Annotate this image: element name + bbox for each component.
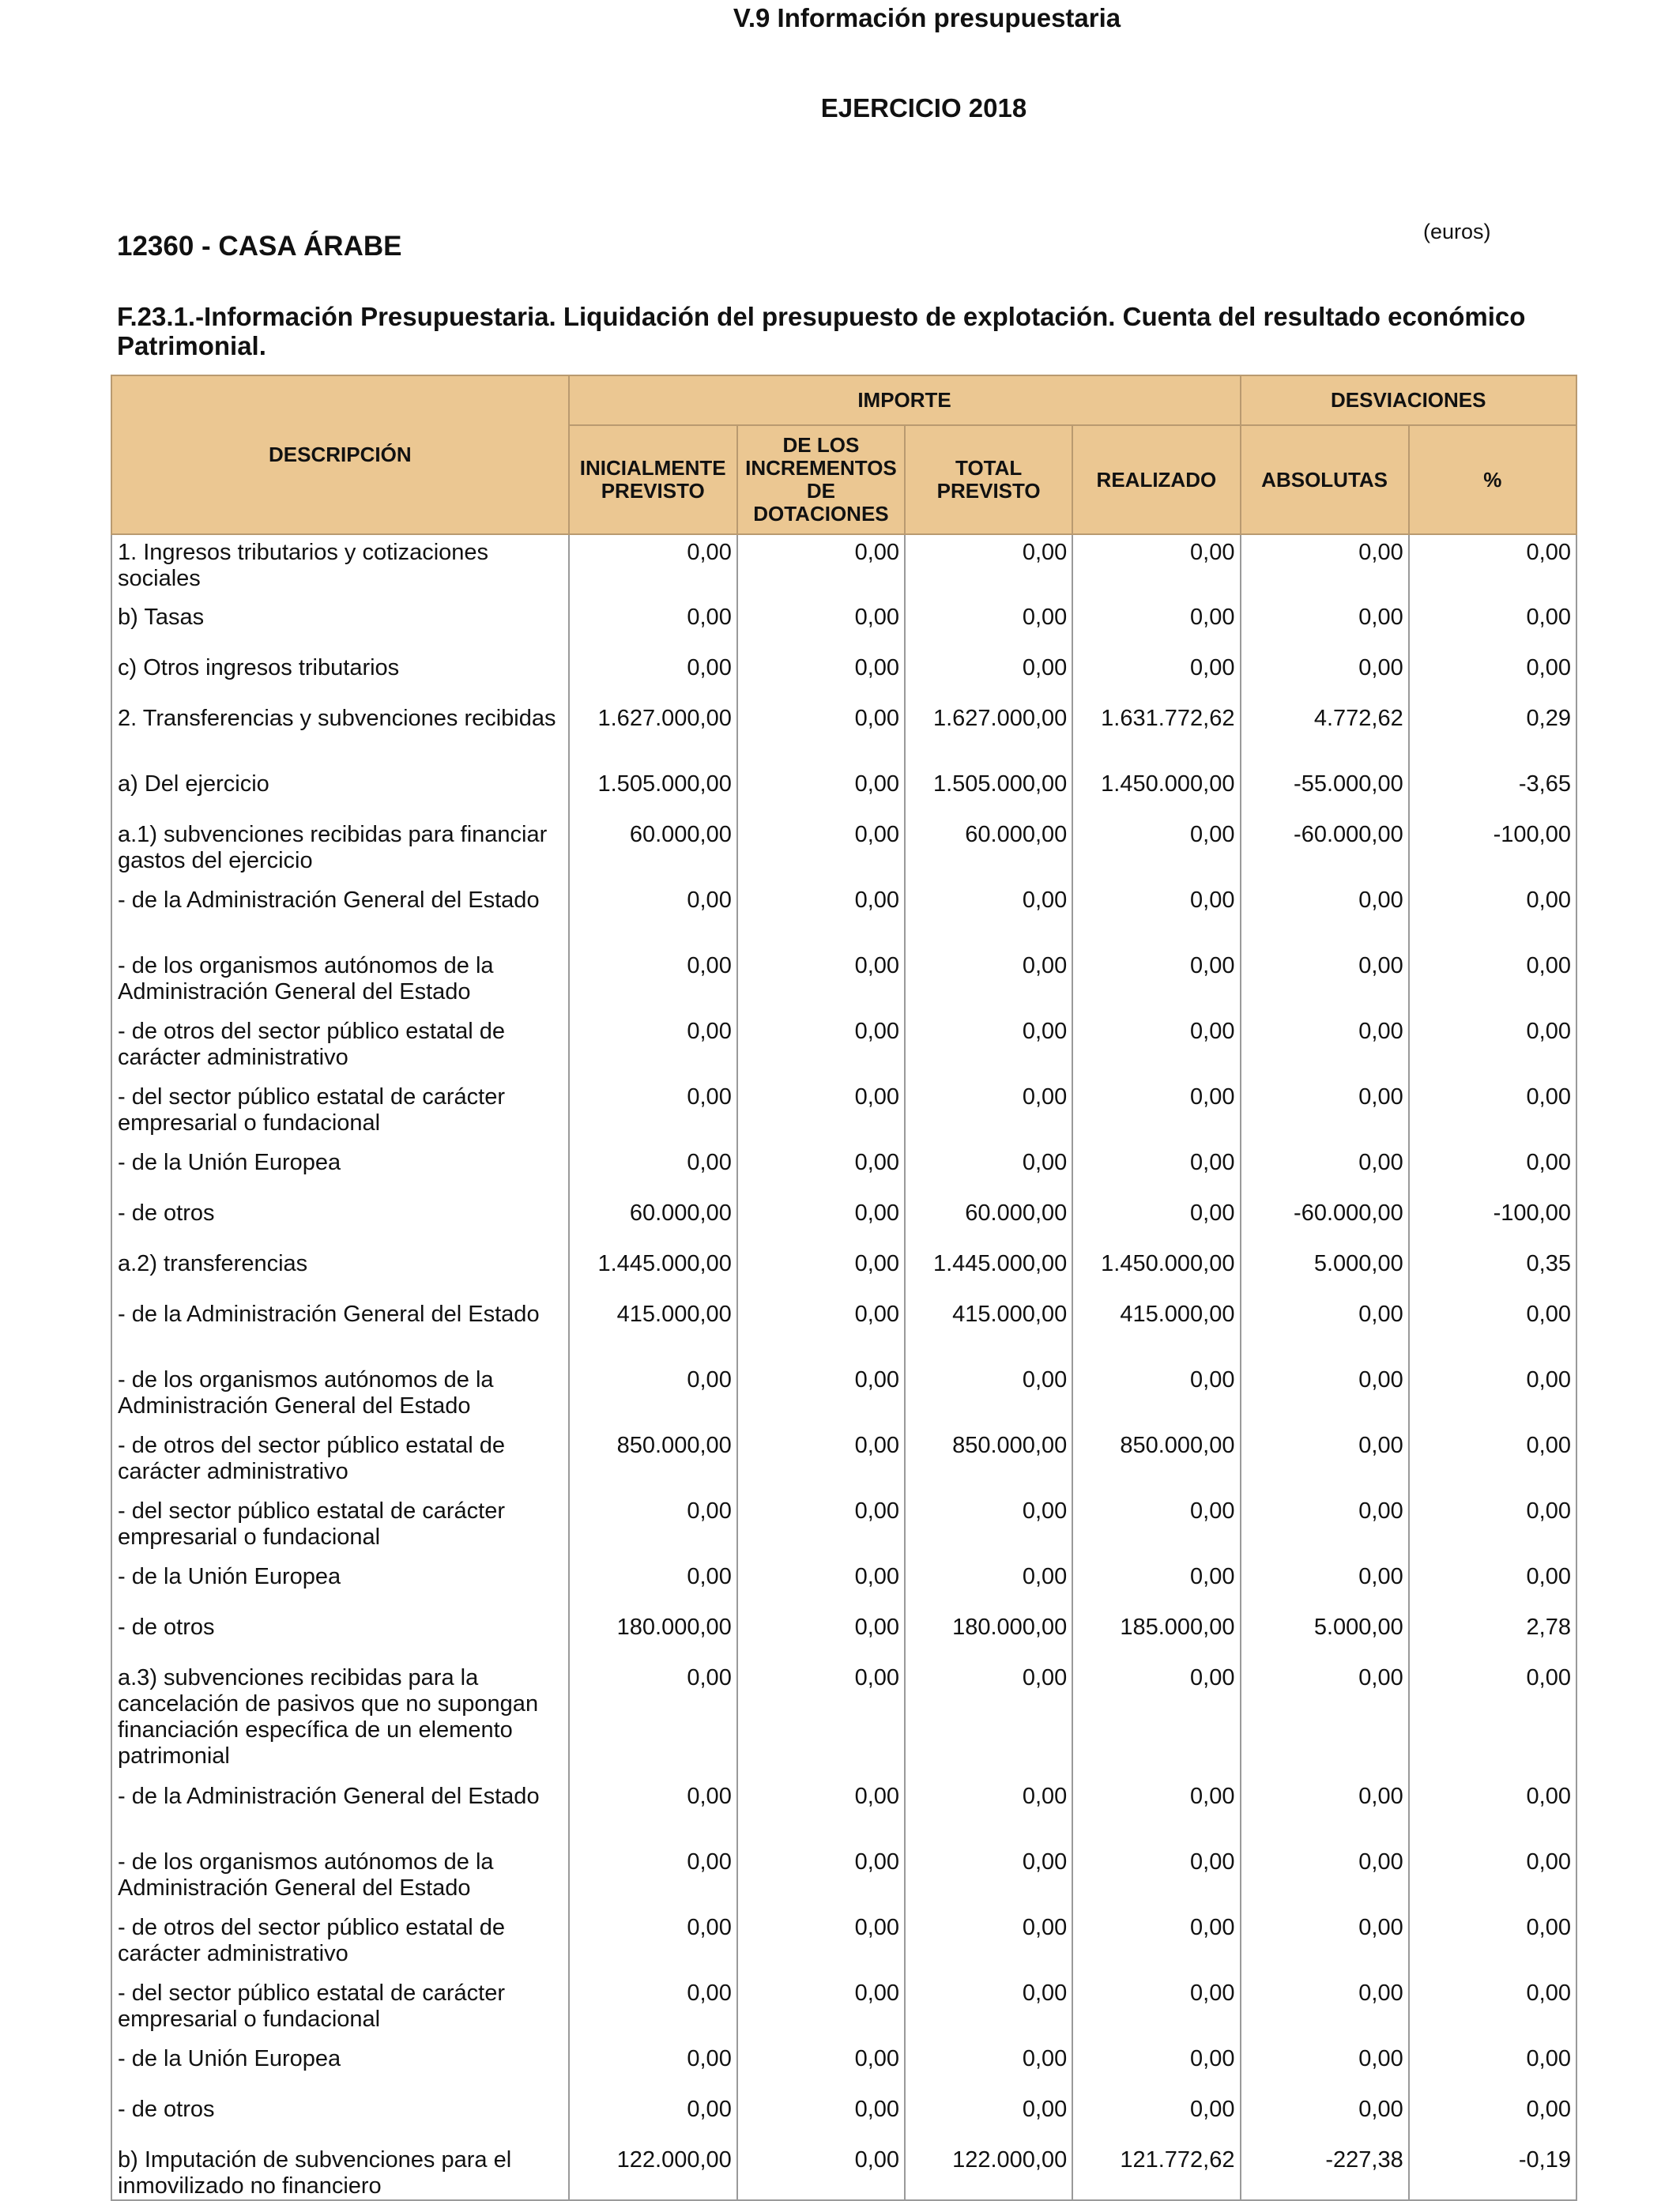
cell-realizado: 185.000,00	[1072, 1610, 1240, 1660]
cell-incrementos-dotaciones: 0,00	[737, 1559, 905, 1610]
cell-desviacion-percent: 0,00	[1409, 883, 1576, 948]
cell-total-previsto: 0,00	[905, 1494, 1072, 1559]
cell-inicialmente-previsto: 0,00	[569, 600, 737, 650]
units-label: (euros)	[1423, 220, 1491, 243]
cell-realizado: 0,00	[1072, 1362, 1240, 1428]
cell-desviacion-percent: 0,00	[1409, 1845, 1576, 1910]
cell-inicialmente-previsto: 0,00	[569, 1910, 737, 1976]
cell-realizado: 0,00	[1072, 1976, 1240, 2041]
cell-incrementos-dotaciones: 0,00	[737, 1779, 905, 1845]
table-row	[111, 948, 1576, 1014]
header-descripcion: DESCRIPCIÓN	[111, 375, 569, 534]
header-realizado: REALIZADO	[1072, 425, 1240, 534]
table-row	[111, 1145, 1576, 1196]
cell-total-previsto: 850.000,00	[905, 1428, 1072, 1494]
cell-total-previsto: 0,00	[905, 1014, 1072, 1080]
cell-total-previsto: 0,00	[905, 1145, 1072, 1196]
cell-total-previsto: 0,00	[905, 1845, 1072, 1910]
table-row	[111, 767, 1576, 817]
row-description: - de otros del sector público estatal de carácter administrativo	[111, 1014, 569, 1080]
cell-incrementos-dotaciones: 0,00	[737, 1362, 905, 1428]
cell-desviacion-absoluta: 0,00	[1241, 1660, 1409, 1779]
cell-incrementos-dotaciones: 0,00	[737, 817, 905, 883]
cell-total-previsto: 60.000,00	[905, 817, 1072, 883]
cell-total-previsto: 0,00	[905, 650, 1072, 701]
header-total-previsto: TOTAL PREVISTO	[905, 425, 1072, 534]
row-description: 2. Transferencias y subvenciones recibidas	[111, 701, 569, 767]
cell-inicialmente-previsto: 850.000,00	[569, 1428, 737, 1494]
cell-desviacion-absoluta: 4.772,62	[1241, 701, 1409, 767]
cell-realizado: 121.772,62	[1072, 2143, 1240, 2200]
cell-desviacion-percent: 0,00	[1409, 1910, 1576, 1976]
cell-desviacion-percent: 2,78	[1409, 1610, 1576, 1660]
cell-inicialmente-previsto: 0,00	[569, 2041, 737, 2092]
row-description: - de la Administración General del Estado	[111, 883, 569, 948]
row-description: - de la Unión Europea	[111, 1145, 569, 1196]
cell-realizado: 850.000,00	[1072, 1428, 1240, 1494]
row-description: - de otros	[111, 1196, 569, 1246]
cell-desviacion-percent: 0,35	[1409, 1246, 1576, 1297]
table-row	[111, 1660, 1576, 1779]
header-incrementos-dotaciones: DE LOS INCREMENTOS DE DOTACIONES	[737, 425, 905, 534]
table-row	[111, 1779, 1576, 1845]
cell-inicialmente-previsto: 0,00	[569, 1845, 737, 1910]
cell-total-previsto: 0,00	[905, 883, 1072, 948]
cell-inicialmente-previsto: 1.627.000,00	[569, 701, 737, 767]
cell-realizado: 0,00	[1072, 1080, 1240, 1145]
cell-incrementos-dotaciones: 0,00	[737, 1845, 905, 1910]
cell-incrementos-dotaciones: 0,00	[737, 701, 905, 767]
table-row	[111, 600, 1576, 650]
cell-inicialmente-previsto: 0,00	[569, 2092, 737, 2143]
table-row	[111, 1246, 1576, 1297]
cell-desviacion-absoluta: 0,00	[1241, 1014, 1409, 1080]
table-row	[111, 1845, 1576, 1910]
header-group-desviaciones: DESVIACIONES	[1241, 375, 1577, 425]
cell-desviacion-percent: 0,00	[1409, 1976, 1576, 2041]
cell-desviacion-percent: 0,00	[1409, 1145, 1576, 1196]
cell-realizado: 0,00	[1072, 948, 1240, 1014]
cell-incrementos-dotaciones: 0,00	[737, 600, 905, 650]
cell-desviacion-absoluta: 0,00	[1241, 1845, 1409, 1910]
cell-inicialmente-previsto: 60.000,00	[569, 817, 737, 883]
report-title: F.23.1.-Información Presupuestaria. Liquidación del presupuesto de explotación. Cuenta del resultado económico Patrimonial.	[117, 302, 1526, 360]
cell-realizado: 0,00	[1072, 1559, 1240, 1610]
cell-desviacion-percent: -0,19	[1409, 2143, 1576, 2200]
cell-incrementos-dotaciones: 0,00	[737, 2041, 905, 2092]
cell-desviacion-absoluta: -60.000,00	[1241, 817, 1409, 883]
cell-total-previsto: 0,00	[905, 948, 1072, 1014]
row-description: a.2) transferencias	[111, 1246, 569, 1297]
table-row	[111, 534, 1576, 600]
cell-desviacion-absoluta: -55.000,00	[1241, 767, 1409, 817]
cell-incrementos-dotaciones: 0,00	[737, 2143, 905, 2200]
cell-incrementos-dotaciones: 0,00	[737, 1145, 905, 1196]
cell-inicialmente-previsto: 0,00	[569, 1362, 737, 1428]
row-description: - de la Unión Europea	[111, 2041, 569, 2092]
cell-desviacion-absoluta: -227,38	[1241, 2143, 1409, 2200]
table-row	[111, 1494, 1576, 1559]
cell-desviacion-absoluta: 0,00	[1241, 1428, 1409, 1494]
cell-desviacion-absoluta: 0,00	[1241, 1145, 1409, 1196]
cell-inicialmente-previsto: 0,00	[569, 1080, 737, 1145]
cell-desviacion-absoluta: 0,00	[1241, 948, 1409, 1014]
row-description: - del sector público estatal de carácter empresarial o fundacional	[111, 1976, 569, 2041]
header-group-importe: IMPORTE	[569, 375, 1241, 425]
cell-incrementos-dotaciones: 0,00	[737, 650, 905, 701]
cell-total-previsto: 1.505.000,00	[905, 767, 1072, 817]
cell-desviacion-absoluta: 0,00	[1241, 1297, 1409, 1362]
row-description: a.3) subvenciones recibidas para la cancelación de pasivos que no supongan financiación específica de un elemento patrimonial	[111, 1660, 569, 1779]
cell-total-previsto: 122.000,00	[905, 2143, 1072, 2200]
cell-inicialmente-previsto: 0,00	[569, 650, 737, 701]
section-title: V.9 Información presupuestaria	[733, 3, 1121, 32]
cell-inicialmente-previsto: 180.000,00	[569, 1610, 737, 1660]
cell-total-previsto: 0,00	[905, 600, 1072, 650]
cell-total-previsto: 0,00	[905, 1910, 1072, 1976]
cell-desviacion-percent: 0,00	[1409, 1779, 1576, 1845]
cell-desviacion-percent: -3,65	[1409, 767, 1576, 817]
cell-desviacion-percent: -100,00	[1409, 1196, 1576, 1246]
table-row	[111, 817, 1576, 883]
cell-total-previsto: 1.627.000,00	[905, 701, 1072, 767]
cell-inicialmente-previsto: 415.000,00	[569, 1297, 737, 1362]
table-row	[111, 650, 1576, 701]
cell-desviacion-percent: 0,00	[1409, 1559, 1576, 1610]
cell-total-previsto: 0,00	[905, 1660, 1072, 1779]
cell-inicialmente-previsto: 1.505.000,00	[569, 767, 737, 817]
cell-desviacion-absoluta: 0,00	[1241, 1559, 1409, 1610]
row-description: a.1) subvenciones recibidas para financiar gastos del ejercicio	[111, 817, 569, 883]
cell-desviacion-percent: -100,00	[1409, 817, 1576, 883]
cell-incrementos-dotaciones: 0,00	[737, 883, 905, 948]
cell-realizado: 0,00	[1072, 883, 1240, 948]
cell-desviacion-percent: 0,00	[1409, 2041, 1576, 2092]
table-row	[111, 2143, 1576, 2200]
row-description: c) Otros ingresos tributarios	[111, 650, 569, 701]
cell-inicialmente-previsto: 0,00	[569, 1014, 737, 1080]
cell-realizado: 0,00	[1072, 1145, 1240, 1196]
header-absolutas: ABSOLUTAS	[1241, 425, 1409, 534]
cell-total-previsto: 0,00	[905, 2092, 1072, 2143]
cell-inicialmente-previsto: 0,00	[569, 1779, 737, 1845]
cell-desviacion-absoluta: 0,00	[1241, 600, 1409, 650]
cell-realizado: 0,00	[1072, 1014, 1240, 1080]
cell-incrementos-dotaciones: 0,00	[737, 1297, 905, 1362]
cell-incrementos-dotaciones: 0,00	[737, 1910, 905, 1976]
table-row	[111, 1610, 1576, 1660]
cell-incrementos-dotaciones: 0,00	[737, 767, 905, 817]
table-row	[111, 1014, 1576, 1080]
budget-table	[111, 375, 1577, 2201]
row-description: a) Del ejercicio	[111, 767, 569, 817]
cell-realizado: 0,00	[1072, 534, 1240, 600]
cell-realizado: 0,00	[1072, 600, 1240, 650]
row-description: - de otros	[111, 2092, 569, 2143]
table-row	[111, 2092, 1576, 2143]
table-row	[111, 2041, 1576, 2092]
table-row	[111, 883, 1576, 948]
cell-incrementos-dotaciones: 0,00	[737, 1246, 905, 1297]
table-row	[111, 1080, 1576, 1145]
cell-incrementos-dotaciones: 0,00	[737, 948, 905, 1014]
cell-incrementos-dotaciones: 0,00	[737, 1610, 905, 1660]
cell-realizado: 1.450.000,00	[1072, 767, 1240, 817]
row-description: - de los organismos autónomos de la Administración General del Estado	[111, 1845, 569, 1910]
cell-inicialmente-previsto: 0,00	[569, 1145, 737, 1196]
table-row	[111, 1428, 1576, 1494]
cell-incrementos-dotaciones: 0,00	[737, 1428, 905, 1494]
cell-incrementos-dotaciones: 0,00	[737, 1014, 905, 1080]
cell-incrementos-dotaciones: 0,00	[737, 1080, 905, 1145]
table-row	[111, 701, 1576, 767]
cell-incrementos-dotaciones: 0,00	[737, 534, 905, 600]
cell-realizado: 0,00	[1072, 1196, 1240, 1246]
cell-incrementos-dotaciones: 0,00	[737, 1660, 905, 1779]
row-description: - de otros del sector público estatal de carácter administrativo	[111, 1910, 569, 1976]
cell-desviacion-absoluta: 0,00	[1241, 1494, 1409, 1559]
cell-total-previsto: 0,00	[905, 1976, 1072, 2041]
cell-desviacion-percent: 0,00	[1409, 1362, 1576, 1428]
cell-desviacion-absoluta: 0,00	[1241, 650, 1409, 701]
cell-desviacion-percent: 0,00	[1409, 650, 1576, 701]
cell-realizado: 415.000,00	[1072, 1297, 1240, 1362]
cell-realizado: 0,00	[1072, 1494, 1240, 1559]
cell-desviacion-absoluta: 0,00	[1241, 883, 1409, 948]
cell-desviacion-percent: 0,00	[1409, 1660, 1576, 1779]
row-description: b) Imputación de subvenciones para el inmovilizado no financiero	[111, 2143, 569, 2200]
cell-desviacion-absoluta: 5.000,00	[1241, 1610, 1409, 1660]
cell-total-previsto: 415.000,00	[905, 1297, 1072, 1362]
table-row	[111, 1976, 1576, 2041]
cell-incrementos-dotaciones: 0,00	[737, 1196, 905, 1246]
cell-inicialmente-previsto: 0,00	[569, 1559, 737, 1610]
table-row	[111, 1196, 1576, 1246]
cell-desviacion-percent: 0,00	[1409, 1080, 1576, 1145]
header-percent: %	[1409, 425, 1576, 534]
cell-realizado: 1.631.772,62	[1072, 701, 1240, 767]
table-row	[111, 1297, 1576, 1362]
cell-total-previsto: 0,00	[905, 1362, 1072, 1428]
cell-desviacion-percent: 0,00	[1409, 1014, 1576, 1080]
table-row	[111, 1362, 1576, 1428]
row-description: 1. Ingresos tributarios y cotizaciones sociales	[111, 534, 569, 600]
row-description: - de la Administración General del Estado	[111, 1779, 569, 1845]
cell-realizado: 1.450.000,00	[1072, 1246, 1240, 1297]
cell-desviacion-absoluta: 0,00	[1241, 2092, 1409, 2143]
cell-desviacion-percent: 0,00	[1409, 600, 1576, 650]
cell-desviacion-absoluta: -60.000,00	[1241, 1196, 1409, 1246]
cell-desviacion-absoluta: 0,00	[1241, 2041, 1409, 2092]
cell-inicialmente-previsto: 0,00	[569, 534, 737, 600]
table-row	[111, 1910, 1576, 1976]
entity-name: 12360 - CASA ÁRABE	[117, 231, 402, 262]
cell-inicialmente-previsto: 0,00	[569, 1494, 737, 1559]
cell-total-previsto: 0,00	[905, 1779, 1072, 1845]
cell-desviacion-absoluta: 0,00	[1241, 1362, 1409, 1428]
cell-inicialmente-previsto: 0,00	[569, 948, 737, 1014]
cell-desviacion-percent: 0,29	[1409, 701, 1576, 767]
cell-desviacion-absoluta: 0,00	[1241, 534, 1409, 600]
cell-total-previsto: 1.445.000,00	[905, 1246, 1072, 1297]
cell-desviacion-percent: 0,00	[1409, 948, 1576, 1014]
cell-total-previsto: 0,00	[905, 534, 1072, 600]
cell-inicialmente-previsto: 0,00	[569, 1976, 737, 2041]
cell-desviacion-absoluta: 0,00	[1241, 1080, 1409, 1145]
cell-desviacion-percent: 0,00	[1409, 1297, 1576, 1362]
cell-total-previsto: 60.000,00	[905, 1196, 1072, 1246]
cell-total-previsto: 0,00	[905, 1080, 1072, 1145]
table-row	[111, 1559, 1576, 1610]
cell-inicialmente-previsto: 122.000,00	[569, 2143, 737, 2200]
cell-incrementos-dotaciones: 0,00	[737, 2092, 905, 2143]
cell-inicialmente-previsto: 0,00	[569, 1660, 737, 1779]
row-description: - de la Unión Europea	[111, 1559, 569, 1610]
cell-desviacion-percent: 0,00	[1409, 1494, 1576, 1559]
cell-realizado: 0,00	[1072, 1910, 1240, 1976]
fiscal-year-title: EJERCICIO 2018	[820, 93, 1027, 122]
row-description: - del sector público estatal de carácter empresarial o fundacional	[111, 1080, 569, 1145]
header-inicialmente-previsto: INICIALMENTE PREVISTO	[569, 425, 737, 534]
cell-incrementos-dotaciones: 0,00	[737, 1976, 905, 2041]
cell-realizado: 0,00	[1072, 1660, 1240, 1779]
cell-desviacion-absoluta: 5.000,00	[1241, 1246, 1409, 1297]
row-description: - de los organismos autónomos de la Administración General del Estado	[111, 948, 569, 1014]
row-description: - de otros	[111, 1610, 569, 1660]
cell-inicialmente-previsto: 1.445.000,00	[569, 1246, 737, 1297]
row-description: - de la Administración General del Estado	[111, 1297, 569, 1362]
cell-realizado: 0,00	[1072, 1845, 1240, 1910]
row-description: - de los organismos autónomos de la Administración General del Estado	[111, 1362, 569, 1428]
cell-total-previsto: 0,00	[905, 2041, 1072, 2092]
row-description: - del sector público estatal de carácter empresarial o fundacional	[111, 1494, 569, 1559]
cell-realizado: 0,00	[1072, 2041, 1240, 2092]
cell-desviacion-absoluta: 0,00	[1241, 1910, 1409, 1976]
cell-realizado: 0,00	[1072, 817, 1240, 883]
cell-realizado: 0,00	[1072, 650, 1240, 701]
cell-realizado: 0,00	[1072, 2092, 1240, 2143]
cell-desviacion-percent: 0,00	[1409, 2092, 1576, 2143]
row-description: - de otros del sector público estatal de carácter administrativo	[111, 1428, 569, 1494]
cell-inicialmente-previsto: 0,00	[569, 883, 737, 948]
cell-desviacion-absoluta: 0,00	[1241, 1976, 1409, 2041]
cell-incrementos-dotaciones: 0,00	[737, 1494, 905, 1559]
cell-total-previsto: 180.000,00	[905, 1610, 1072, 1660]
cell-total-previsto: 0,00	[905, 1559, 1072, 1610]
cell-desviacion-absoluta: 0,00	[1241, 1779, 1409, 1845]
cell-desviacion-percent: 0,00	[1409, 534, 1576, 600]
cell-realizado: 0,00	[1072, 1779, 1240, 1845]
cell-desviacion-percent: 0,00	[1409, 1428, 1576, 1494]
row-description: b) Tasas	[111, 600, 569, 650]
cell-inicialmente-previsto: 60.000,00	[569, 1196, 737, 1246]
